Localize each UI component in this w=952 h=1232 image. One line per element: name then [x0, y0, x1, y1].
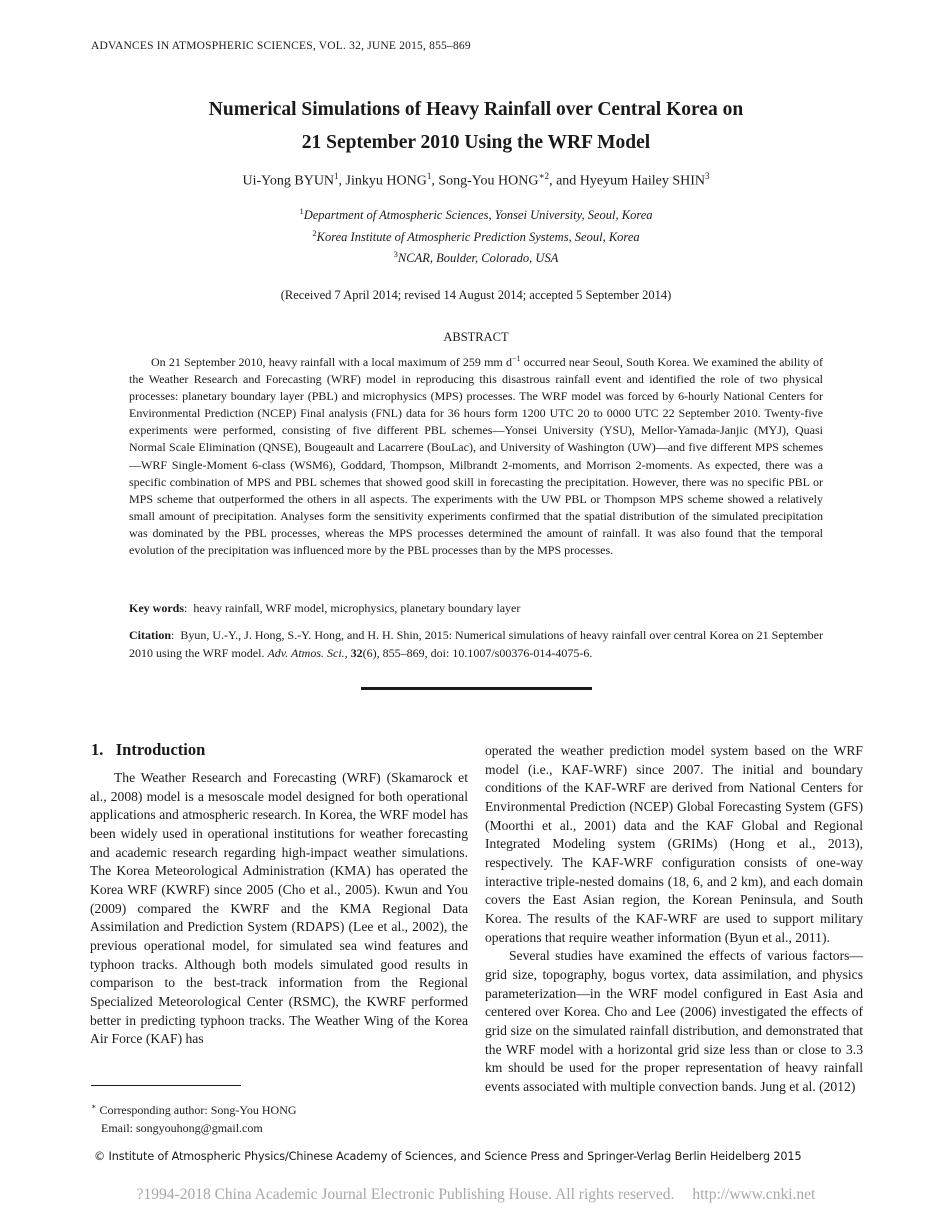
body-paragraph: Several studies have examined the effects of various factors—grid size, topography, bogus vortex, data assimilation, and physics parameterization—in the WRF model configured in East Asia and centered over Korea. Cho and Lee (2006) investigated the effects of grid size on the simulated rainfall distribution, and demonstrated that the WRF model with a horizontal grid size less than or close to 3.3 km should be used for the proper representation of heavy rainfall events associated with multiple convection bands. Jung et al. (2012): [485, 948, 863, 1094]
author-name: Hyeyum Hailey SHIN: [579, 173, 705, 189]
watermark: [0, 1186, 952, 1204]
affiliation-text: NCAR, Boulder, Colorado, USA: [397, 251, 559, 266]
affiliation: [0, 249, 952, 266]
body-paragraph: operated the weather prediction model system based on the WRF model (i.e., KAF-WRF) since 2007. The initial and boundary conditions of the KAF-WRF are derived from National Centers for Environmental Prediction (NCEP) Global Forecasting System (GFS) (Moorthi et al., 2001) data and the KAF Global and Regional Integrated Modeling system (GRIMs) (Hong et al., 2013), respectively. The KAF-WRF configuration consists of one-way interactive triple-nested domains (18, 6, and 2 km), and each domain covers the East Asian region, the Korean Peninsula, and South Korea. The results of the KAF-WRF are used to support military operations that require weather information (Byun et al., 2011).: [485, 743, 863, 945]
journal-header: ADVANCES IN ATMOSPHERIC SCIENCES, VOL. 32, JUNE 2015, 855–869: [91, 40, 471, 52]
keywords-text: heavy rainfall, WRF model, microphysics, planetary boundary layer: [193, 601, 521, 615]
title-line-2: 21 September 2010 Using the WRF Model: [301, 132, 651, 153]
author-affiliation-mark: ∗2: [538, 171, 550, 181]
paper-title: [0, 93, 952, 159]
author-list: [0, 171, 952, 190]
unit-exponent: −1: [511, 354, 521, 363]
affiliation-mark: 1: [299, 206, 304, 216]
watermark-text: ?1994-2018 China Academic Journal Electronic Publishing House. All rights reserved.: [136, 1186, 675, 1203]
author-affiliation-mark: 1: [426, 171, 432, 181]
author-separator: ,: [338, 173, 346, 189]
author-name: Ui-Yong BYUN: [242, 173, 335, 189]
corresponding-author: Corresponding author: Song-You HONG: [99, 1103, 297, 1117]
citation-label: Citation: [129, 628, 171, 642]
citation-text: Byun, U.-Y., J. Hong, S.-Y. Hong, and H. H. Shin, 2015: Numerical simulations of heavy rainfall over central Korea on 21 September 2010 using the WRF model.: [129, 628, 823, 660]
author-affiliation-mark: 3: [704, 171, 710, 181]
abstract-text-start: On 21 September 2010, heavy rainfall with a local maximum of 259 mm d: [151, 355, 512, 369]
affiliation-text: Department of Atmospheric Sciences, Yonsei University, Seoul, Korea: [303, 208, 653, 223]
footnote-mark: ∗: [91, 1102, 97, 1111]
citation-rest: (6), 855–869, doi: 10.1007/s00376-014-4075-6.: [362, 645, 593, 660]
footnote-divider: [91, 1085, 241, 1086]
keywords-label: Key words: [129, 601, 184, 615]
section-divider: [361, 687, 592, 690]
received-dates: (Received 7 April 2014; revised 14 August 2014; accepted 5 September 2014): [280, 288, 672, 302]
author-separator: ,: [431, 173, 439, 189]
affiliation: [0, 228, 952, 245]
citation-volume: 32: [350, 645, 363, 660]
affiliation-text: Korea Institute of Atmospheric Prediction Systems, Seoul, Korea: [316, 230, 640, 245]
section-heading-introduction: 1. Introduction: [91, 740, 206, 759]
right-column: [485, 742, 863, 1096]
author-affiliation-mark: 1: [334, 171, 339, 181]
author-name: Song-You HONG: [438, 173, 539, 189]
affiliation-mark: 2: [312, 228, 317, 238]
author-separator: , and: [549, 173, 580, 189]
citation: Citation: Byun, U.-Y., J. Hong, S.-Y. Hong, and H. H. Shin, 2015: Numerical simulations of heavy rainfall over central Korea on 21 September 2010 using the WRF model. Adv. Atmos. Sci., 32(6), 855–869, doi: 10.1007/s00376-014-4075-6.: [129, 628, 823, 660]
citation-journal: Adv. Atmos. Sci.: [267, 645, 345, 660]
affiliation: [0, 206, 952, 223]
affiliation-mark: 3: [393, 249, 398, 259]
body-paragraph: The Weather Research and Forecasting (WRF) (Skamarock et al., 2008) model is a mesoscale model designed for both operational applications and atmospheric research. In Korea, the WRF model has been widely used in operational institutions for weather forecasting and academic research regarding high-impact weather simulations. The Korea Meteorological Administration (KMA) has operated the Korea WRF (KWRF) since 2005 (Cho et al., 2005). Kwun and You (2009) compared the KWRF and the KMA Regional Data Assimilation and Prediction System (RDAPS) (Lee et al., 2002), the previous operational model, for simulated sea wind features and typhoon tracks. Although both models simulated good results in comparison to the best-track information from the Regional Specialized Meteorological Center (RSMC), the KWRF performed better in predicting typhoon tracks. The Weather Wing of the Korea Air Force (KAF) has: [90, 770, 468, 1047]
title-line-1: Numerical Simulations of Heavy Rainfall over Central Korea on: [208, 99, 744, 120]
keywords: Key words: heavy rainfall, WRF model, microphysics, planetary boundary layer: [129, 601, 521, 615]
left-column: [90, 769, 468, 1049]
abstract-heading: ABSTRACT: [443, 330, 509, 344]
abstract-body: [129, 350, 823, 559]
author-name: Jinkyu HONG: [345, 173, 427, 189]
footnote: [91, 1098, 297, 1137]
abstract-text-rest: occurred near Seoul, South Korea. We examined the ability of the Weather Research and Forecasting (WRF) model in reproducing this disastrous rainfall event and identified the role of two physical processes: planetary boundary layer (PBL) and microphysics (MPS) processes. The WRF model was forced by 6-hourly National Centers for Environmental Prediction (NCEP) Final analysis (FNL) data for 36 hours form 1200 UTC 20 to 0000 UTC 22 September 2010. Twenty-five experiments were performed, consisting of five different PBL schemes—Yonsei University (YSU), Mellor-Yamada-Janjic (MYJ), Quasi Normal Scale Elimination (QNSE), Bougeault and Lacarrere (BouLac), and University of Washington (UW)—and five different MPS schemes—WRF Single-Moment 6-class (WSM6), Goddard, Thompson, Milbrandt 2-moments, and Morrison 2-moments. As expected, there was a specific combination of MPS and PBL schemes that showed good skill in forecasting the precipitation. However, there was no specific PBL or MPS scheme that outperformed the others in all aspects. The experiments with the UW PBL or Thompson MPS scheme showed a relatively small amount of precipitation. Analyses form the sensitivity experiments confirmed that the spatial distribution of the simulated precipitation was dominated by the PBL processes, whereas the MPS processes determined the amount of rainfall. It was also found that the temporal evolution of the precipitation was influenced more by the PBL processes than by the MPS processes.: [129, 355, 823, 558]
copyright-notice: © Institute of Atmospheric Physics/Chinese Academy of Sciences, and Science Press and Springer-Verlag Berlin Heidelberg 2015: [94, 1150, 802, 1163]
author-email: Email: songyouhong@gmail.com: [101, 1121, 263, 1135]
watermark-url: http://www.cnki.net: [692, 1186, 816, 1203]
